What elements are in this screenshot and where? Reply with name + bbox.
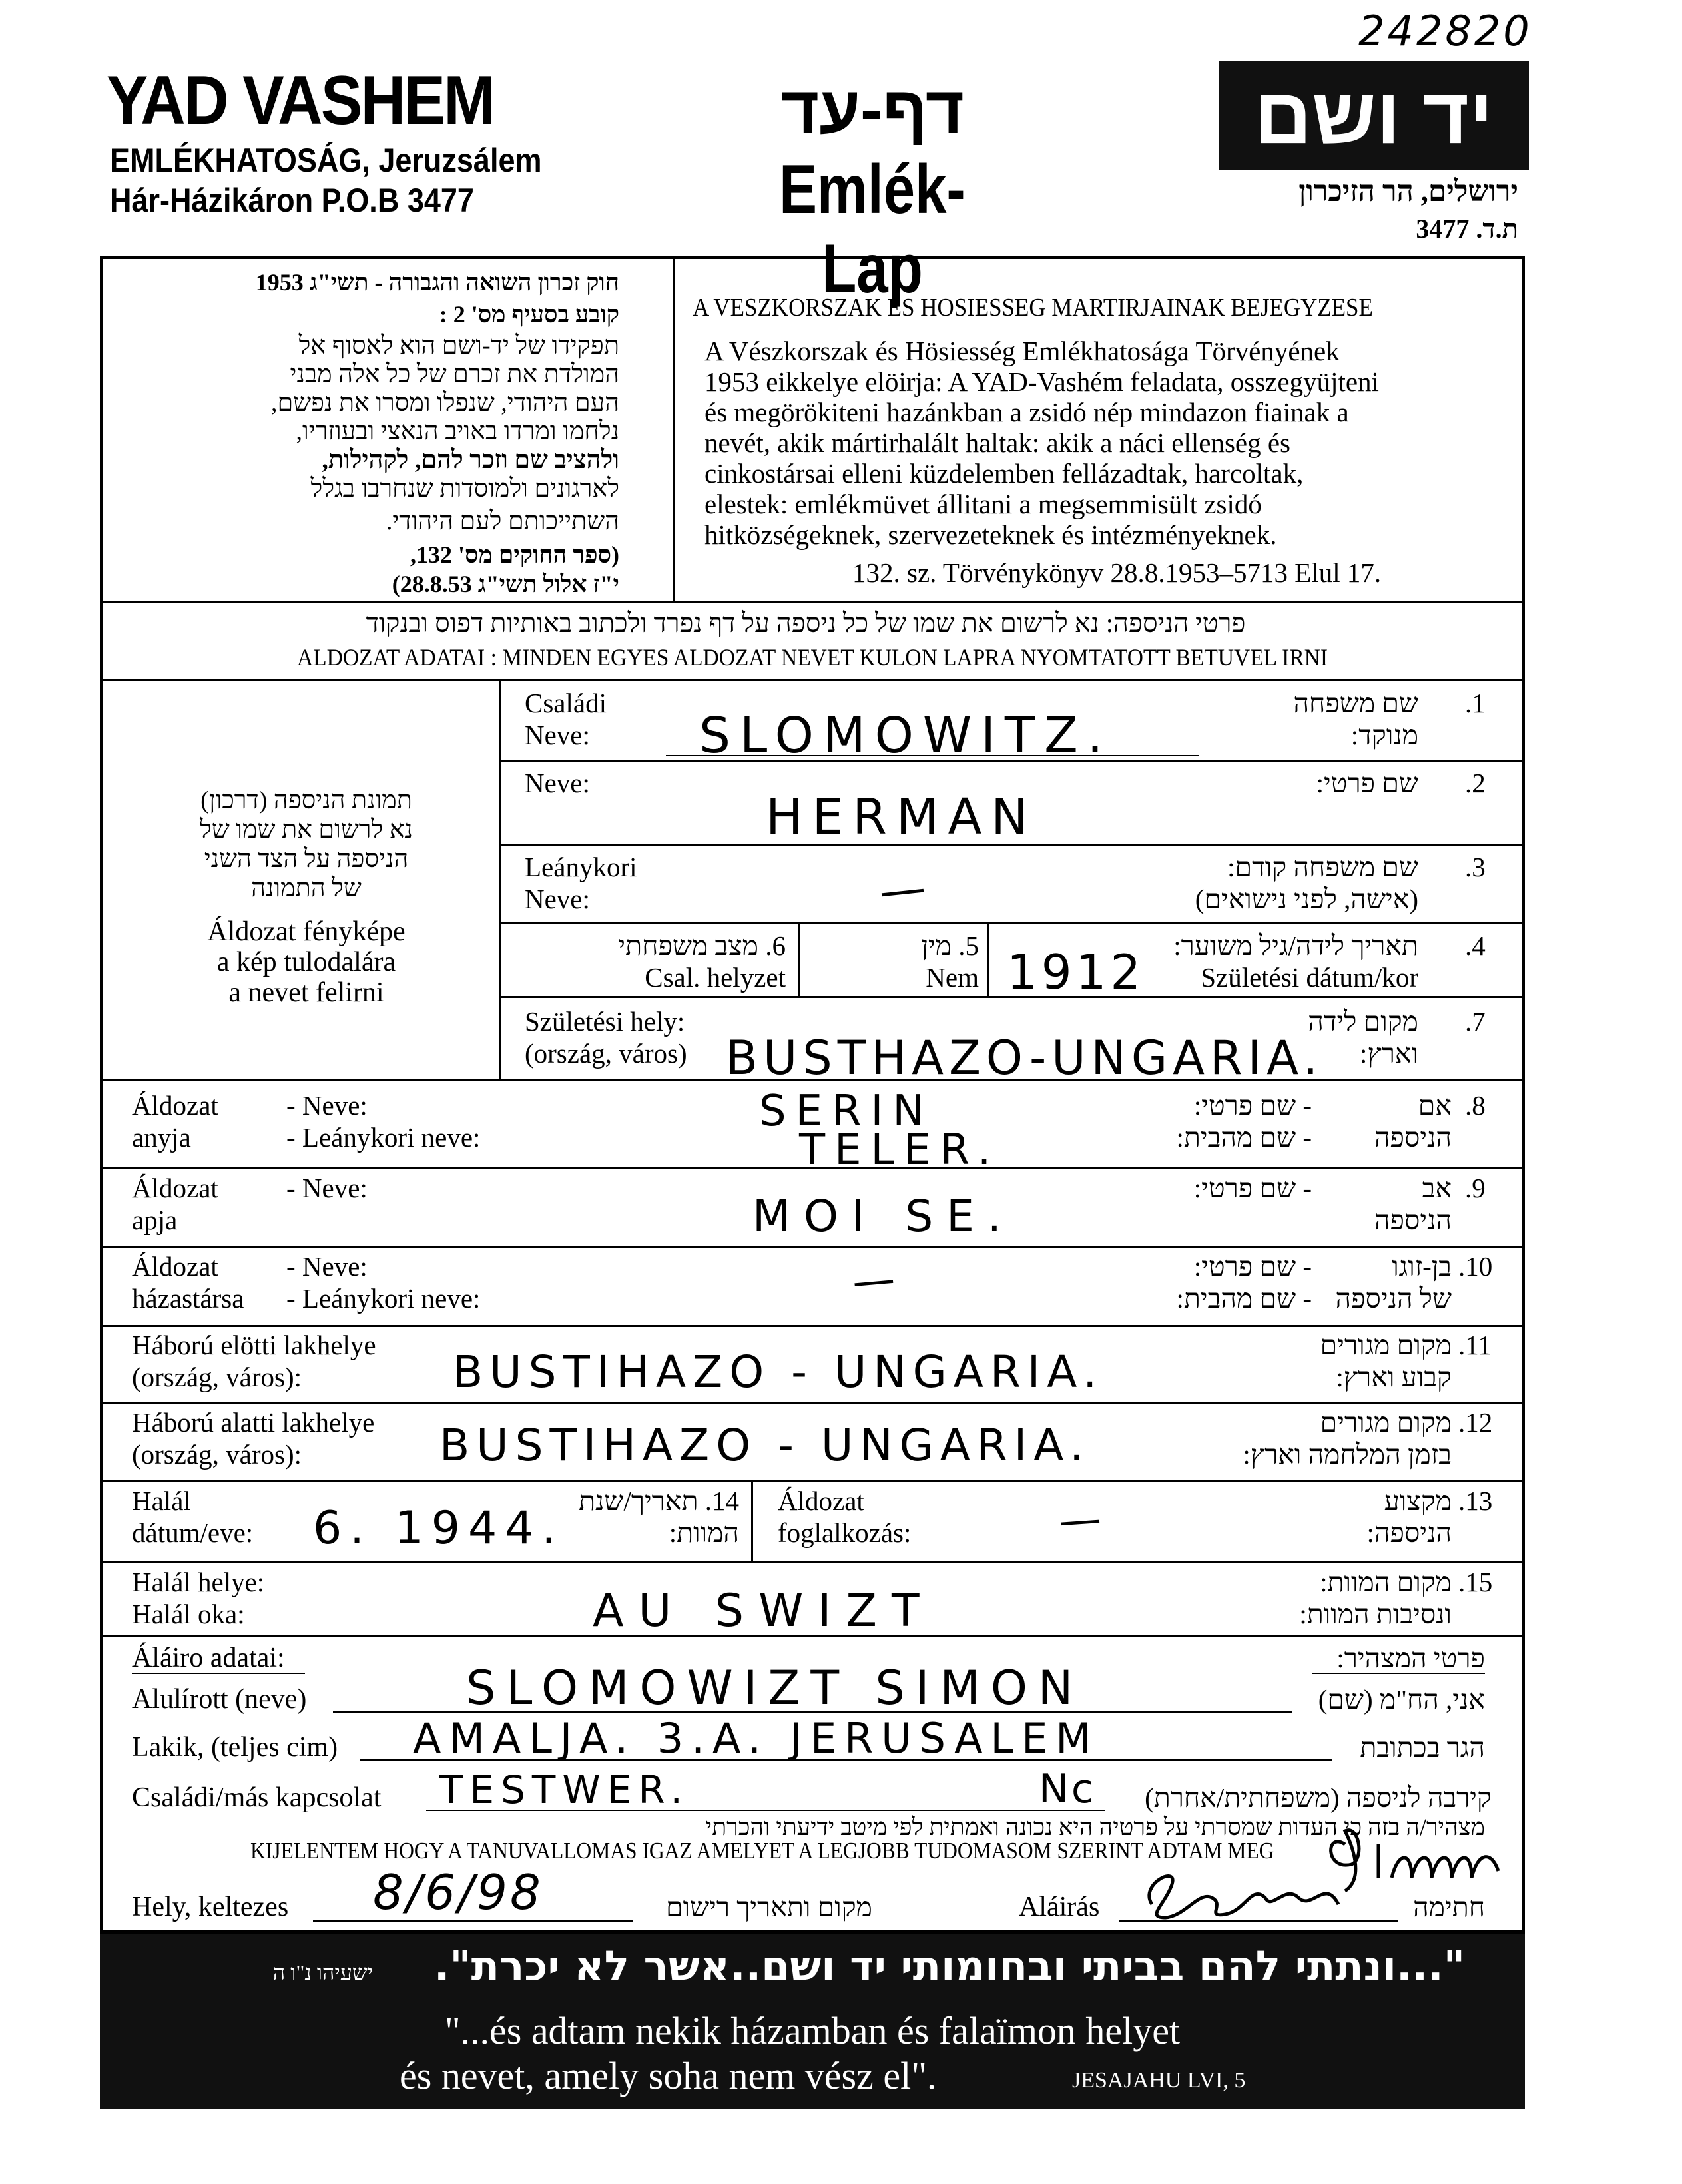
field15-label-hu-2: Halál oka: <box>132 1599 245 1629</box>
law-he-line: נלחמו ומרדו באויב הנאצי ובעוזריו, <box>296 417 619 445</box>
field1-label-he-2: מנוקד: <box>1350 720 1418 750</box>
law-hebrew <box>146 268 619 599</box>
title-hebrew: דף-עד <box>780 73 965 147</box>
signature-mark <box>1125 1804 1518 1931</box>
field14-label-hu-1: Halál <box>132 1486 191 1516</box>
field12-label-he-2: בזמן המלחמה וארץ: <box>1243 1439 1452 1470</box>
field1-number: .1 <box>1465 688 1486 718</box>
field14-label-he <box>546 1485 739 1549</box>
rule-instructions-bottom <box>100 679 1525 681</box>
law-he-line: קובע בסעיף מס' 2 : <box>439 301 619 328</box>
place-date-label-hu: Hely, keltezes <box>132 1892 289 1922</box>
field8-label-hu-right <box>286 1089 480 1153</box>
field15-label-hu <box>132 1566 264 1630</box>
field10-label-hu-right <box>286 1250 480 1314</box>
field9-label-he-mid: - שם פרטי: <box>1193 1173 1312 1203</box>
field8-label-he-3: אם <box>1418 1090 1452 1121</box>
submitter-relation-value[interactable]: TESTWER. <box>439 1767 689 1812</box>
field8-mother-name-value[interactable]: SERIN <box>759 1087 934 1136</box>
field1-label-he <box>1199 687 1418 751</box>
submitter-relation-underline <box>426 1810 1105 1811</box>
photo-he-line: תמונת הניספה (דרכון) <box>200 786 412 814</box>
field11-prewar-residence-value[interactable]: BUSTIHAZO - UNGARIA. <box>453 1346 1104 1398</box>
field9-label-hu-1: Áldozat <box>132 1173 218 1203</box>
field12-wartime-residence-value[interactable]: BUSTIHAZO - UNGARIA. <box>439 1420 1091 1471</box>
field11-label-hu-2: (ország, város): <box>132 1362 302 1392</box>
photo-box-divider <box>499 679 501 1079</box>
archive-number: 242820 <box>1358 7 1532 55</box>
field12-label-hu-2: (ország, város): <box>132 1439 302 1470</box>
submitter-name-label-hu: Alulírott (neve) <box>132 1684 307 1715</box>
place-date-value[interactable]: 8/6/98 <box>373 1864 543 1920</box>
field8-number: .8 <box>1465 1090 1486 1121</box>
submitter-relation-label-hu: Családi/más kapcsolat <box>132 1782 382 1813</box>
field11-label-hu <box>132 1329 376 1393</box>
field9-label-he-right <box>1318 1172 1452 1236</box>
field4-label-hu: Születési dátum/kor <box>1201 962 1418 993</box>
field1-label-hu-1: Családi <box>525 688 607 718</box>
field13-label-he-1: מקצוע <box>1384 1486 1452 1516</box>
law-hungarian-body <box>704 336 1504 550</box>
field5-divider <box>987 922 989 996</box>
field2-firstname-value[interactable]: HERMAN <box>766 788 1037 846</box>
field10-label-hu-1: Áldozat <box>132 1251 218 1282</box>
address-hebrew-line2: ת.ד. 3477 <box>1416 214 1518 244</box>
field11-label-hu-1: Háború elötti lakhelye <box>132 1330 376 1360</box>
law-he-line: י"ז אלול תשי"ג 28.8.53) <box>392 571 619 597</box>
field13-label-hu <box>778 1485 911 1549</box>
field10-label-hu-4: - Leánykori neve: <box>286 1283 481 1314</box>
field12-label-hu-1: Háború alatti lakhelye <box>132 1407 375 1438</box>
submitter-name-underline <box>333 1711 1292 1713</box>
law-he-line: ולהציב שם וזכר להם, לקהילות, <box>322 446 619 474</box>
law-hu-line: és megörökiteni hazánkban a zsidó nép mindazon fiainak a <box>704 397 1349 427</box>
law-he-line: (ספר החוקים מס' 132, <box>410 541 619 568</box>
field7-number: .7 <box>1465 1006 1486 1037</box>
submitter-address-underline <box>360 1759 1332 1761</box>
field3-label-hu <box>525 851 637 915</box>
field10-label-he-3: בן-זוגו <box>1392 1251 1452 1282</box>
field10-label-he-right <box>1305 1250 1452 1314</box>
law-hu-line: 1953 eikkelye elöirja: A YAD-Vashém feladata, osszegyüjteni <box>704 366 1379 397</box>
rule-field9 <box>100 1246 1525 1248</box>
rule-field7 <box>100 1079 1525 1081</box>
field9-label-hu-left <box>132 1172 218 1236</box>
field8-mother-maiden-value[interactable]: TELER. <box>799 1125 1001 1175</box>
law-hungarian-title: A VESZKORSZAK ES HOSIESSEG MARTIRJAINAK BEJEGYZESE <box>693 294 1373 322</box>
field3-number: .3 <box>1465 852 1486 882</box>
photo-hu-line: a nevet felirni <box>228 977 384 1008</box>
submitter-address-label-he: הגר בכתובת <box>1360 1732 1485 1763</box>
field8-label-hu-1: Áldozat <box>132 1090 218 1121</box>
field14-death-date-value[interactable]: 6. 1944. <box>313 1502 565 1555</box>
law-hu-line: nevét, akik mártirhalált haltak: akik a náci ellenség és <box>704 427 1290 458</box>
law-hu-line: hitközségeknek, szervezeteknek és intézményeknek. <box>704 519 1277 550</box>
law-hu-line: cinkostársai elleni küzdelemben fellázadtak, harcoltak, <box>704 458 1304 489</box>
field4-birthdate-value[interactable]: 1912 <box>1007 944 1145 1000</box>
field10-label-hu-3: - Neve: <box>286 1251 368 1282</box>
law-he-line: תפקידו של יד-ושם הוא לאסוף אל <box>298 332 619 360</box>
place-date-underline <box>313 1920 633 1922</box>
photo-box-hungarian <box>133 916 479 1008</box>
footer-hebrew-quote: "...ונתתי להם בביתי ובחומותי יד ושם..אשר לא יכרת". <box>433 1942 1465 1990</box>
rule-law-bottom <box>100 601 1525 603</box>
field12-label-hu <box>132 1406 374 1470</box>
field15-label-he-2: ונסיבות המוות: <box>1299 1599 1452 1629</box>
rule-field15 <box>100 1635 1525 1637</box>
rule-field4 <box>499 996 1525 998</box>
photo-he-line: הניספה על הצד השני <box>204 845 409 873</box>
field12-label-he <box>1172 1406 1452 1470</box>
law-he-line: המולדת את זכרם של כל אלה מבני <box>290 360 619 388</box>
field10-label-hu-2: házastársa <box>132 1283 244 1314</box>
submitter-relation-extra[interactable]: Nc <box>1039 1766 1096 1812</box>
field9-father-name-value[interactable]: MOI SE. <box>752 1191 1015 1242</box>
submitter-relation-label-he: קירבה לניספה (משפחתית/אחרת) <box>1145 1782 1492 1813</box>
field11-number: .11 <box>1458 1330 1492 1360</box>
field3-maiden-value[interactable]: — <box>876 858 938 920</box>
field9-label-hu-2: apja <box>132 1205 178 1235</box>
rule-field8 <box>100 1167 1525 1169</box>
field8-label-hu-left <box>132 1089 218 1153</box>
field8-label-he-right <box>1318 1089 1452 1153</box>
law-he-line: השתייכותם לעם היהודי. <box>386 507 619 535</box>
field1-label-he-1: שם משפחה <box>1293 688 1418 718</box>
footer-hungarian-source: JESAJAHU LVI, 5 <box>1072 2068 1246 2093</box>
logo-text: יד ושם <box>1254 71 1494 160</box>
rule-field3 <box>499 922 1525 924</box>
org-name: YAD VASHEM <box>107 62 494 139</box>
field1-label-hu-2: Neve: <box>525 720 590 750</box>
field12-number: .12 <box>1458 1407 1493 1438</box>
declaration-hungarian: KIJELENTEM HOGY A TANUVALLOMAS IGAZ AMELYET A LEGJOBB TUDOMASOM SZERINT ADTAM MEG <box>250 1838 1274 1864</box>
field13-label-hu-2: foglalkozás: <box>778 1517 912 1548</box>
field14-label-he-2: המוות: <box>669 1517 739 1548</box>
field2-label-he: שם פרטי: <box>1316 768 1418 798</box>
field11-label-he-2: קבוע וארץ: <box>1336 1362 1452 1392</box>
field11-label-he <box>1199 1329 1452 1393</box>
field8-label-he-1: - שם פרטי: <box>1193 1090 1312 1121</box>
field1-surname-value[interactable]: SLOMOWITZ. <box>699 707 1113 764</box>
field8-label-he-2: - שם מהבית: <box>1176 1122 1312 1153</box>
field4-number: .4 <box>1465 930 1486 961</box>
photo-he-line: של התמונה <box>251 874 362 902</box>
law-he-line: חוק זכרון השואה והגבורה - תשי"ג 1953 <box>255 269 619 296</box>
field9-label-he-3: אב <box>1422 1173 1452 1203</box>
submitter-address-label-hu: Lakik, (teljes cim) <box>132 1732 338 1763</box>
field10-label-he-2: - שם מהבית: <box>1176 1283 1312 1314</box>
rule-field10 <box>100 1325 1525 1327</box>
field7-label-he-2: וארץ: <box>1360 1038 1418 1069</box>
field6-label-he: 6. מצב משפחתי <box>618 930 786 961</box>
field7-label-hu-1: Születési hely: <box>525 1006 685 1037</box>
rule-field12 <box>100 1480 1525 1482</box>
org-subtitle: EMLÉKHATOSÁG, Jeruzsálem <box>110 142 542 179</box>
submitter-title-he-underline <box>1312 1673 1485 1674</box>
law-he-line: לארגונים ולמוסדות שנחרבו בגלל <box>310 475 619 503</box>
field10-number: .10 <box>1458 1251 1493 1282</box>
footer-hungarian-line2: és nevet, amely soha nem vész el". <box>400 2054 937 2097</box>
footer-hebrew-source: ישעיהו נ"ו ה <box>272 1960 373 1984</box>
logo-yad-vashem <box>1219 61 1529 170</box>
instructions-hebrew: פרטי הניספה: נא לרשום את שמו של כל ניספה על דף נפרד ולכתוב באותיות דפוס ובנקוד <box>366 608 1246 638</box>
field3-label-hu-2: Neve: <box>525 884 590 914</box>
law-divider <box>673 256 675 602</box>
rule-field2 <box>499 844 1525 846</box>
submitter-name-label-he: אני, הח"מ (שם) <box>1318 1684 1485 1715</box>
rule-field11 <box>100 1402 1525 1404</box>
field10-spouse-value[interactable]: — <box>850 1253 907 1308</box>
submitter-title-underline <box>132 1673 305 1674</box>
instructions-hungarian: ALDOZAT ADATAI : MINDEN EGYES ALDOZAT NEVET KULON LAPRA NYOMTATOTT BETUVEL IRNI <box>297 644 1328 671</box>
field10-label-he-mid <box>1065 1250 1312 1314</box>
field14-label-hu-2: dátum/eve: <box>132 1517 254 1548</box>
field1-label-hu <box>525 687 607 751</box>
field10-label-he-4: של הניספה <box>1335 1283 1452 1314</box>
field9-number: .9 <box>1465 1173 1486 1203</box>
photo-box-hebrew <box>133 786 479 903</box>
field7-label-he-1: מקום לידה <box>1308 1006 1418 1037</box>
field6-divider <box>798 922 800 996</box>
field14-label-he-1: 14. תאריך/שנת <box>579 1486 739 1516</box>
submitter-title-he: פרטי המצהיר: <box>1336 1643 1485 1673</box>
field13-label-he <box>1265 1485 1452 1549</box>
address-hebrew-line1: ירושלים, הר הזיכרון <box>1298 175 1518 208</box>
field5-label-hu: Nem <box>926 962 979 993</box>
field10-label-he-1: - שם פרטי: <box>1193 1251 1312 1282</box>
field2-number: .2 <box>1465 768 1486 798</box>
field13-label-hu-1: Áldozat <box>778 1486 864 1516</box>
field15-label-hu-1: Halál helye: <box>132 1567 265 1597</box>
field13-label-he-2: הניספה: <box>1366 1517 1452 1548</box>
rule-field1 <box>499 760 1525 762</box>
rule-field14 <box>100 1561 1525 1563</box>
field1-underline <box>666 755 1199 756</box>
field6-label-hu: Csal. helyzet <box>645 962 786 993</box>
org-address: Hár-Házikáron P.O.B 3477 <box>110 182 474 219</box>
submitter-title-hu: Áláiro adatai: <box>132 1643 285 1673</box>
footer-hungarian-line1: "...és adtam nekik házamban és falaïmon helyet <box>444 2009 1181 2052</box>
field11-label-he-1: מקום מגורים <box>1320 1330 1452 1360</box>
field13-occupation-value[interactable]: — <box>1057 1494 1113 1547</box>
field13-number: .13 <box>1458 1486 1493 1516</box>
submitter-name-value[interactable]: SLOMOWIZT SIMON <box>466 1661 1084 1715</box>
law-hungarian-footer: 132. sz. Törvénykönyv 28.8.1953–5713 Elul 17. <box>852 557 1382 588</box>
law-hu-line: elestek: emlékmüvet állitani a megsemmisült zsidó <box>704 489 1262 519</box>
field13-divider <box>751 1480 753 1561</box>
field15-label-he-1: מקום המוות: <box>1320 1567 1452 1597</box>
field7-label-hu <box>525 1005 687 1069</box>
field10-label-hu-left <box>132 1250 244 1314</box>
field8-label-he-4: הניספה <box>1374 1122 1452 1153</box>
field2-label-hu: Neve: <box>525 768 590 798</box>
field12-label-he-1: מקום מגורים <box>1320 1407 1452 1438</box>
field8-label-hu-2: anyja <box>132 1122 191 1153</box>
field3-label-he <box>1132 851 1418 915</box>
field8-label-hu-4: - Leánykori neve: <box>286 1122 481 1153</box>
field8-label-hu-3: - Neve: <box>286 1090 368 1121</box>
field9-label-he-4: הניספה <box>1374 1205 1452 1235</box>
field7-label-hu-2: (ország, város) <box>525 1038 687 1069</box>
field15-death-place-value[interactable]: AU SWIZT <box>593 1585 934 1637</box>
photo-hu-line: a kép tulodalára <box>216 947 396 977</box>
signature-label-he: חתימה <box>1413 1892 1485 1922</box>
field9-label-hu-right: - Neve: <box>286 1173 368 1203</box>
photo-he-line: נא לרשום את שמו של <box>200 816 413 844</box>
declaration-hebrew: מצהיר/ה בזה כי העדות שמסרתי על פרטיה היא נכונה ואמתית לפי מיטב ידיעתי והכרתי <box>705 1814 1485 1840</box>
field3-label-hu-1: Leánykori <box>525 852 637 882</box>
field3-label-he-1: שם משפחה קודם: <box>1227 852 1418 882</box>
place-date-label-he: מקום ותאריך רישום <box>666 1892 872 1922</box>
field4-label-he: תאריך לידה/גיל משוער: <box>1173 930 1418 961</box>
law-hu-line: A Vészkorszak és Hösiesség Emlékhatosága Törvényének <box>704 336 1340 366</box>
field5-label-he: 5. מין <box>921 930 979 961</box>
field15-number: .15 <box>1458 1567 1493 1597</box>
submitter-address-value[interactable]: AMALJA. 3.A. JERUSALEM <box>413 1714 1099 1763</box>
field7-birthplace-value[interactable]: BUSTHAZO-UNGARIA. <box>726 1031 1324 1085</box>
field14-label-hu <box>132 1485 253 1549</box>
signature-label-hu: Aláirás <box>1019 1892 1100 1922</box>
title-hungarian: Emlék-Lap <box>779 151 966 308</box>
field3-label-he-2: (אישה, לפני נישואים) <box>1195 884 1418 914</box>
field8-label-he-mid <box>1065 1089 1312 1153</box>
photo-hu-line: Áldozat fényképe <box>207 916 406 947</box>
law-he-line: העם היהודי, שנפלו ומסרו את נפשם, <box>270 389 619 417</box>
field15-label-he <box>1199 1566 1452 1630</box>
